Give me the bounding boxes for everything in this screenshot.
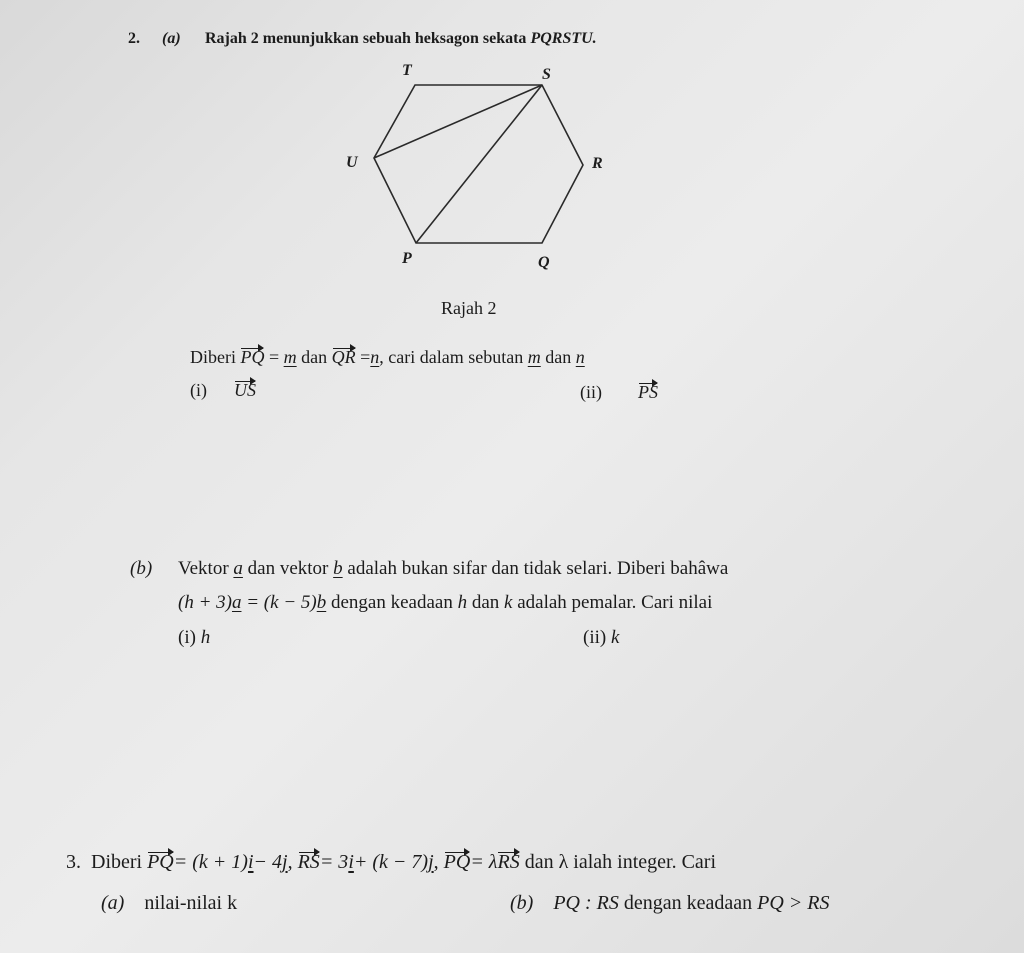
variable-h: h <box>200 627 211 648</box>
question-2b-subpart-i <box>178 627 210 649</box>
text-conditions: adalah bukan sifar dan tidak selari. Diberi bahâwa <box>347 558 729 579</box>
vertex-R: R <box>592 155 603 172</box>
question-3b <box>510 892 830 915</box>
question-3b-label: (b) <box>510 892 534 914</box>
diagram-caption: Rajah 2 <box>441 298 497 318</box>
question-3a-text: nilai-nilai k <box>144 892 238 914</box>
vector-n: n <box>370 347 380 367</box>
expression-k-plus-1: = (k + 1) <box>173 851 248 873</box>
dan-word: dan <box>545 347 572 367</box>
line-US <box>374 85 542 158</box>
vector-m: m <box>283 347 297 367</box>
vector-n: n <box>575 347 585 367</box>
subpart-i-label: (i) <box>178 627 196 648</box>
question-2a-label: (a) <box>162 30 181 47</box>
question-2b-line-2 <box>178 592 712 614</box>
expression-h-plus-3: (h + 3) <box>178 592 232 613</box>
vector-RS: RS <box>297 851 320 873</box>
expression-k-minus-5: = (k − 5) <box>246 592 317 613</box>
question-2b-label: (b) <box>130 558 153 579</box>
line-PS <box>416 85 542 243</box>
ratio-pq-rs: PQ : RS <box>553 892 619 914</box>
hexagon-diagram <box>330 55 630 280</box>
title-text: Rajah 2 menunjukkan sebuah heksagon sekata <box>205 30 527 47</box>
unit-vector-i: i <box>348 851 354 873</box>
vertex-U: U <box>346 154 358 171</box>
vector-b: b <box>333 558 343 579</box>
unit-vector-i: i <box>247 851 254 873</box>
question-3-rest: dan λ ialah integer. Cari <box>524 851 717 873</box>
vector-QR: QR <box>331 347 356 367</box>
question-2b-line-1 <box>178 558 728 580</box>
hexagon-name: PQRSTU. <box>530 30 597 47</box>
given-prefix: Diberi <box>91 851 143 873</box>
question-3-line-1 <box>66 851 716 874</box>
vertex-T: T <box>402 62 412 79</box>
given-suffix: , cari dalam sebutan <box>379 347 524 367</box>
subpart-ii-label: (ii) <box>580 382 602 402</box>
vertex-S: S <box>542 66 551 83</box>
question-3a <box>101 892 237 915</box>
variable-k: k <box>610 627 620 648</box>
dan-word: dan <box>301 347 328 367</box>
question-2-number: 2. <box>128 30 140 47</box>
vector-PQ: PQ <box>147 851 174 873</box>
comma: , <box>287 851 293 873</box>
text-dengan-keadaan: dengan keadaan <box>330 592 453 613</box>
question-3a-label: (a) <box>101 892 125 914</box>
text-dengan-keadaan: dengan keadaan <box>623 892 753 914</box>
given-prefix: Diberi <box>190 347 236 367</box>
question-2b-subpart-ii <box>583 627 619 649</box>
expression-minus-4: − 4 <box>253 851 283 873</box>
text-vektor: Vektor <box>178 558 229 579</box>
vector-US: US <box>234 380 256 400</box>
question-2a-title <box>205 30 597 48</box>
vector-PS: PS <box>638 382 658 402</box>
variable-k: k <box>504 592 513 613</box>
equals-sign: = <box>360 347 371 367</box>
unit-vector-j: j <box>282 851 288 873</box>
expression-k-minus-7: + (k − 7) <box>353 851 429 873</box>
subpart-i-label: (i) <box>190 380 207 400</box>
vertex-P: P <box>402 250 412 267</box>
vector-RS: RS <box>497 851 520 873</box>
vector-b: b <box>316 592 327 613</box>
subpart-ii <box>580 382 658 403</box>
question-3-number: 3. <box>66 851 81 873</box>
vector-m: m <box>527 347 541 367</box>
text-pemalar: adalah pemalar. Cari nilai <box>517 592 713 613</box>
vector-PQ: PQ <box>443 851 471 873</box>
vector-a: a <box>233 558 243 579</box>
vector-a: a <box>231 592 242 613</box>
dan-word: dan <box>471 592 500 613</box>
expression-3: = 3 <box>319 851 349 873</box>
variable-h: h <box>457 592 468 613</box>
vertex-Q: Q <box>538 254 550 271</box>
unit-vector-j: j <box>428 851 434 873</box>
vector-PQ: PQ <box>240 347 265 367</box>
subpart-i <box>190 380 256 401</box>
comma: , <box>433 851 439 873</box>
equals-sign: = <box>268 347 280 367</box>
inequality-pq-gt-rs: PQ > RS <box>757 892 830 914</box>
text-dan-vektor: dan vektor <box>247 558 329 579</box>
expression-lambda: = λ <box>470 851 498 873</box>
given-statement <box>190 347 585 368</box>
subpart-ii-label: (ii) <box>583 627 607 648</box>
